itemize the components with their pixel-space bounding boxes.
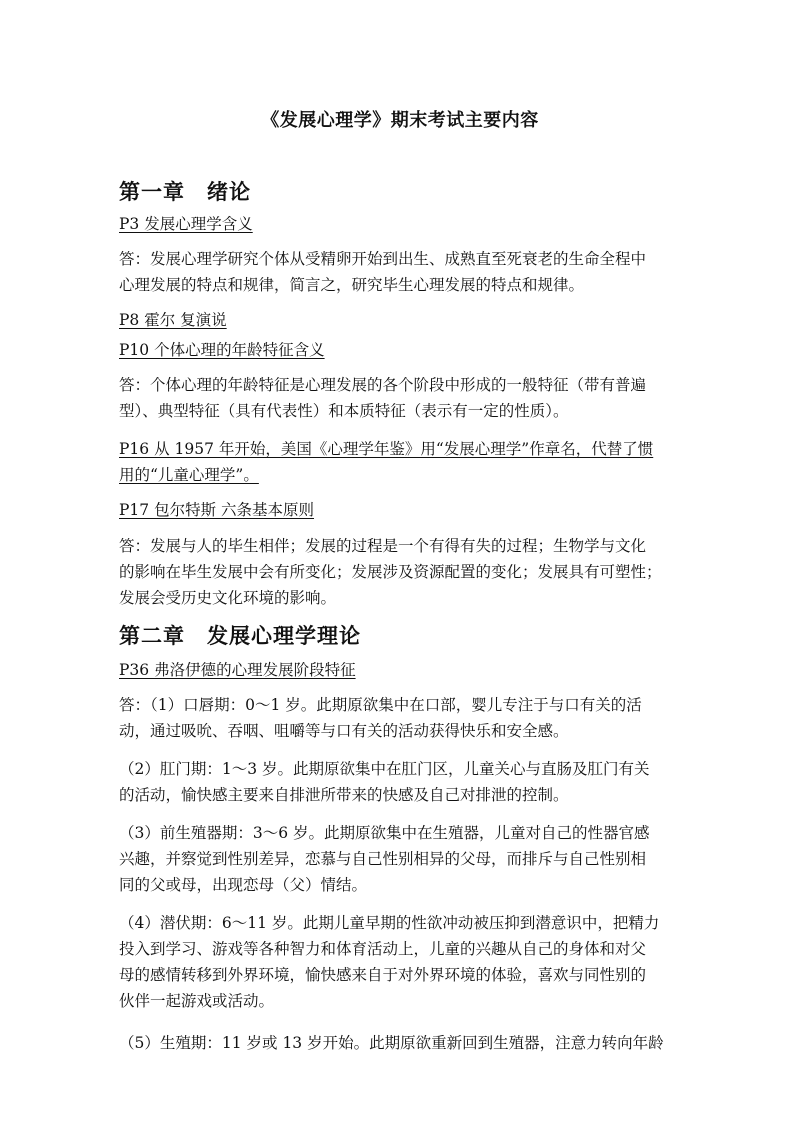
stage-4-line: 伙伴一起游戏或活动。 [119,992,275,1010]
p3-heading: P3 发展心理学含义 [119,215,253,233]
p36-heading: P36 弗洛伊德的心理发展阶段特征 [119,661,356,679]
stage-1-oral [119,692,684,744]
p3-answer-line: 答：发展心理学研究个体从受精卵开始到出生、成熟直至死衰老的生命全程中 [119,250,647,268]
p17-answer-line: 发展会受历史文化环境的影响。 [119,589,337,607]
p17-answer [119,533,684,611]
p3-answer [119,246,684,298]
document-title: 《发展心理学》期末考试主要内容 [261,110,539,131]
stage-2-line: 的活动，愉快感主要来自排泄所带来的快感及自己对排泄的控制。 [119,786,569,804]
p17-heading: P17 包尔特斯 六条基本原则 [119,501,315,519]
stage-4-line: 投入到学习、游戏等各种智力和体育活动上，儿童的兴趣从自己的身体和对父 [119,940,647,958]
p16-note-line: P16 从 1957 年开始，美国《心理学年鉴》用“发展心理学”作章名，代替了惯 [119,440,654,458]
chapter-1-heading: 第一章 绪论 [119,179,251,204]
p10-answer-line: 型）、典型特征（具有代表性）和本质特征（表示有一定的性质）。 [119,402,569,420]
p16-note-line: 用的“儿童心理学”。 [119,466,259,484]
stage-5-genital [119,1030,684,1056]
stage-4-latency [119,910,684,1014]
stage-3-line: 同的父或母，出现恋母（父）情结。 [119,876,368,894]
stage-3-phallic [119,820,684,898]
p3-answer-line: 心理发展的特点和规律，简言之，研究毕生心理发展的特点和规律。 [119,276,585,294]
stage-3-line: 兴趣，并察觉到性别差异，恋慕与自己性别相异的父母，而排斥与自己性别相 [119,850,647,868]
stage-1-line: 动，通过吸吮、吞咽、咀嚼等与口有关的活动获得快乐和安全感。 [119,722,569,740]
p17-answer-line: 的影响在毕生发展中会有所变化；发展涉及资源配置的变化；发展具有可塑性； [119,563,662,581]
stage-4-line: （4）潜伏期：6～11 岁。此期儿童早期的性欲冲动被压抑到潜意识中，把精力 [119,914,660,932]
p17-answer-line: 答：发展与人的毕生相伴；发展的过程是一个有得有失的过程；生物学与文化 [119,537,647,555]
p16-note [119,436,684,488]
p8-heading: P8 霍尔 复演说 [119,311,227,329]
stage-5-line: （5）生殖期：11 岁或 13 岁开始。此期原欲重新回到生殖器，注意力转向年龄 [119,1034,664,1052]
stage-2-anal [119,756,684,808]
stage-1-line: 答：（1）口唇期：0～1 岁。此期原欲集中在口部，婴儿专注于与口有关的活 [119,696,642,714]
stage-3-line: （3）前生殖器期：3～6 岁。此期原欲集中在生殖器，儿童对自己的性器官感 [119,824,650,842]
p10-answer-line: 答：个体心理的年龄特征是心理发展的各个阶段中形成的一般特征（带有普遍 [119,376,647,394]
chapter-2-heading: 第二章 发展心理学理论 [119,623,361,648]
p10-heading: P10 个体心理的年龄特征含义 [119,341,325,359]
stage-4-line: 母的感情转移到外界环境，愉快感来自于对外界环境的体验，喜欢与同性别的 [119,966,647,984]
p10-answer [119,372,684,424]
stage-2-line: （2）肛门期：1～3 岁。此期原欲集中在肛门区，儿童关心与直肠及肛门有关 [119,760,650,778]
